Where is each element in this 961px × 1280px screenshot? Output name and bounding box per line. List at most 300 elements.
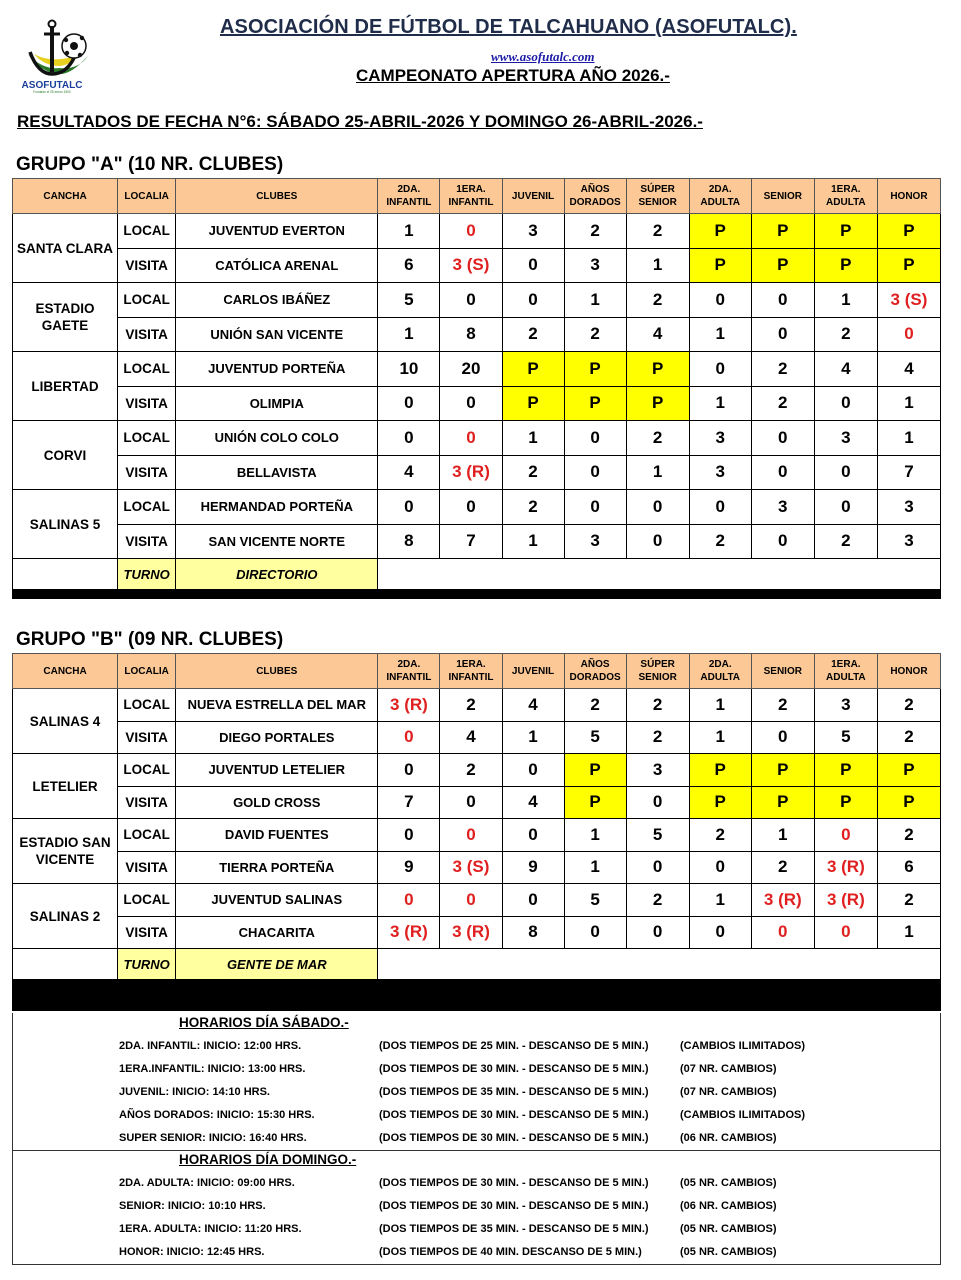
schedule-changes: (CAMBIOS ILIMITADOS)	[680, 1040, 806, 1052]
group-a-title: GRUPO "A" (10 NR. CLUBES)	[16, 154, 284, 175]
score-cell: 0	[626, 786, 689, 819]
score-cell: 1	[564, 851, 626, 884]
score-cell: 2	[877, 884, 940, 917]
score-cell: 1	[378, 317, 440, 352]
score-cell: 1	[564, 819, 626, 852]
score-cell: 2	[626, 283, 689, 318]
score-cell: 0	[502, 819, 564, 852]
score-cell: 0	[877, 317, 940, 352]
score-cell: 1	[877, 421, 940, 456]
schedule-changes: (07 NR. CAMBIOS)	[680, 1063, 777, 1075]
score-cell: 0	[689, 916, 751, 949]
turno-value: GENTE DE MAR	[176, 949, 378, 980]
group-b-title: GRUPO "B" (09 NR. CLUBES)	[16, 629, 284, 650]
match-row	[13, 214, 941, 249]
score-cell: 3	[689, 421, 751, 456]
club-cell: UNIÓN SAN VICENTE	[176, 317, 378, 352]
score-cell: 0	[440, 490, 502, 525]
score-cell: 2	[689, 819, 751, 852]
schedule-divider	[12, 1150, 941, 1151]
column-header: 1ERA. INFANTIL	[440, 654, 502, 689]
schedule-category: 1ERA.INFANTIL: INICIO: 13:00 HRS.	[119, 1063, 306, 1075]
score-cell: 2	[564, 317, 626, 352]
match-row	[13, 721, 941, 754]
pending-score-cell: P	[751, 754, 814, 787]
black-bar	[13, 980, 941, 1011]
score-cell: 0	[378, 490, 440, 525]
score-cell: 1	[502, 721, 564, 754]
black-separator-bar	[13, 590, 941, 599]
group-b-results-table	[12, 653, 941, 1011]
score-cell: 3 (S)	[440, 851, 502, 884]
pending-score-cell: P	[814, 214, 877, 249]
score-cell: 8	[378, 524, 440, 559]
score-cell: 0	[378, 819, 440, 852]
club-cell: DIEGO PORTALES	[176, 721, 378, 754]
score-cell: 0	[440, 819, 502, 852]
score-cell: 3 (R)	[751, 884, 814, 917]
score-cell: 0	[751, 317, 814, 352]
black-bar	[13, 590, 941, 599]
pending-score-cell: P	[751, 248, 814, 283]
score-cell: 1	[378, 214, 440, 249]
match-row	[13, 455, 941, 490]
score-cell: 4	[877, 352, 940, 387]
score-cell: 2	[689, 524, 751, 559]
score-cell: 1	[689, 884, 751, 917]
pending-score-cell: P	[689, 214, 751, 249]
pending-score-cell: P	[689, 786, 751, 819]
pending-score-cell: P	[626, 352, 689, 387]
club-cell: BELLAVISTA	[176, 455, 378, 490]
score-cell: 0	[751, 721, 814, 754]
localia-cell: VISITA	[118, 248, 176, 283]
localia-cell: LOCAL	[118, 754, 176, 787]
score-cell: 2	[502, 455, 564, 490]
club-cell: UNIÓN COLO COLO	[176, 421, 378, 456]
score-cell: 3 (R)	[378, 689, 440, 722]
column-header: AÑOS DORADOS	[564, 179, 626, 214]
pending-score-cell: P	[502, 352, 564, 387]
localia-cell: VISITA	[118, 721, 176, 754]
score-cell: 2	[626, 214, 689, 249]
score-cell: 0	[626, 851, 689, 884]
cancha-cell: CORVI	[13, 421, 118, 490]
pending-score-cell: P	[751, 214, 814, 249]
score-cell: 0	[378, 386, 440, 421]
empty-cell	[378, 559, 941, 590]
column-header: SÚPER SENIOR	[626, 179, 689, 214]
localia-cell: VISITA	[118, 386, 176, 421]
score-cell: 5	[378, 283, 440, 318]
score-cell: 4	[440, 721, 502, 754]
pending-score-cell: P	[564, 386, 626, 421]
score-cell: 2	[751, 386, 814, 421]
score-cell: 2	[814, 524, 877, 559]
score-cell: 2	[440, 689, 502, 722]
schedule-changes: (05 NR. CAMBIOS)	[680, 1246, 777, 1258]
score-cell: 10	[378, 352, 440, 387]
score-cell: 0	[378, 884, 440, 917]
localia-cell: VISITA	[118, 916, 176, 949]
cancha-cell: ESTADIO GAETE	[13, 283, 118, 352]
schedule-duration: (DOS TIEMPOS DE 25 MIN. - DESCANSO DE 5 MIN.)	[379, 1040, 649, 1052]
localia-cell: LOCAL	[118, 421, 176, 456]
column-header: 2DA. INFANTIL	[378, 179, 440, 214]
score-cell: 1	[689, 689, 751, 722]
score-cell: 0	[689, 851, 751, 884]
match-row	[13, 283, 941, 318]
score-cell: 1	[626, 455, 689, 490]
pending-score-cell: P	[626, 386, 689, 421]
score-cell: 0	[564, 455, 626, 490]
empty-cell	[13, 559, 118, 590]
score-cell: 0	[502, 754, 564, 787]
club-cell: CATÓLICA ARENAL	[176, 248, 378, 283]
score-cell: 0	[378, 721, 440, 754]
match-row	[13, 352, 941, 387]
score-cell: 2	[626, 689, 689, 722]
score-cell: 0	[626, 524, 689, 559]
match-row	[13, 819, 941, 852]
score-cell: 3 (R)	[440, 455, 502, 490]
score-cell: 2	[626, 421, 689, 456]
sunday-schedule-title: HORARIOS DÍA DOMINGO.-	[179, 1152, 357, 1167]
logo-text: ASOFUTALC	[22, 80, 83, 91]
score-cell: 0	[440, 786, 502, 819]
cancha-cell: ESTADIO SAN VICENTE	[13, 819, 118, 884]
schedule-changes: (06 NR. CAMBIOS)	[680, 1132, 777, 1144]
localia-cell: VISITA	[118, 317, 176, 352]
score-cell: 7	[378, 786, 440, 819]
schedule-category: 2DA. ADULTA: INICIO: 09:00 HRS.	[119, 1177, 295, 1189]
score-cell: 0	[440, 386, 502, 421]
score-cell: 2	[751, 352, 814, 387]
score-cell: 3	[814, 421, 877, 456]
club-cell: GOLD CROSS	[176, 786, 378, 819]
score-cell: 0	[440, 884, 502, 917]
group-a-results-table	[12, 178, 941, 599]
score-cell: 3	[877, 490, 940, 525]
organization-title: ASOCIACIÓN DE FÚTBOL DE TALCAHUANO (ASOFUTALC).	[220, 16, 797, 38]
score-cell: 1	[689, 721, 751, 754]
anchor-ball-logo-icon	[22, 18, 98, 94]
score-cell: 1	[502, 524, 564, 559]
score-cell: 9	[502, 851, 564, 884]
pending-score-cell: P	[877, 786, 940, 819]
column-header: CLUBES	[176, 654, 378, 689]
score-cell: 4	[502, 786, 564, 819]
pending-score-cell: P	[814, 248, 877, 283]
score-cell: 2	[440, 754, 502, 787]
score-cell: 1	[751, 819, 814, 852]
score-cell: 4	[378, 455, 440, 490]
cancha-cell: LETELIER	[13, 754, 118, 819]
club-cell: JUVENTUD LETELIER	[176, 754, 378, 787]
club-cell: JUVENTUD SALINAS	[176, 884, 378, 917]
pending-score-cell: P	[814, 786, 877, 819]
pending-score-cell: P	[564, 786, 626, 819]
score-cell: 3	[626, 754, 689, 787]
results-title: RESULTADOS DE FECHA N°6: SÁBADO 25-ABRIL-2026 Y DOMINGO 26-ABRIL-2026.-	[17, 112, 703, 131]
pending-score-cell: P	[502, 386, 564, 421]
schedule-changes: (06 NR. CAMBIOS)	[680, 1200, 777, 1212]
pending-score-cell: P	[877, 214, 940, 249]
column-header: 2DA. ADULTA	[689, 179, 751, 214]
pending-score-cell: P	[814, 754, 877, 787]
score-cell: 3	[689, 455, 751, 490]
score-cell: 3 (R)	[814, 884, 877, 917]
pending-score-cell: P	[689, 248, 751, 283]
score-cell: 0	[751, 283, 814, 318]
match-row	[13, 689, 941, 722]
score-cell: 1	[564, 283, 626, 318]
localia-cell: LOCAL	[118, 689, 176, 722]
score-cell: 8	[502, 916, 564, 949]
score-cell: 7	[440, 524, 502, 559]
score-cell: 4	[626, 317, 689, 352]
score-cell: 3	[814, 689, 877, 722]
championship-title: CAMPEONATO APERTURA AÑO 2026.-	[356, 66, 670, 85]
score-cell: 6	[877, 851, 940, 884]
column-header: JUVENIL	[502, 179, 564, 214]
schedule-duration: (DOS TIEMPOS DE 30 MIN. - DESCANSO DE 5 MIN.)	[379, 1132, 649, 1144]
score-cell: 2	[751, 689, 814, 722]
pending-score-cell: P	[877, 248, 940, 283]
column-header: CANCHA	[13, 179, 118, 214]
club-cell: DAVID FUENTES	[176, 819, 378, 852]
asofutalc-logo	[22, 18, 98, 94]
localia-cell: LOCAL	[118, 884, 176, 917]
match-row	[13, 754, 941, 787]
schedule-duration: (DOS TIEMPOS DE 30 MIN. - DESCANSO DE 5 MIN.)	[379, 1063, 649, 1075]
localia-cell: LOCAL	[118, 819, 176, 852]
pending-score-cell: P	[564, 352, 626, 387]
localia-cell: VISITA	[118, 786, 176, 819]
club-cell: SAN VICENTE NORTE	[176, 524, 378, 559]
club-cell: JUVENTUD EVERTON	[176, 214, 378, 249]
score-cell: 5	[564, 721, 626, 754]
turno-row	[13, 949, 941, 980]
localia-cell: LOCAL	[118, 490, 176, 525]
score-cell: 0	[751, 421, 814, 456]
club-cell: TIERRA PORTEÑA	[176, 851, 378, 884]
score-cell: 5	[564, 884, 626, 917]
score-cell: 0	[378, 754, 440, 787]
schedule-category: 2DA. INFANTIL: INICIO: 12:00 HRS.	[119, 1040, 302, 1052]
score-cell: 8	[440, 317, 502, 352]
schedule-category: SUPER SENIOR: INICIO: 16:40 HRS.	[119, 1132, 307, 1144]
score-cell: 0	[564, 916, 626, 949]
cancha-cell: SALINAS 5	[13, 490, 118, 559]
score-cell: 0	[689, 283, 751, 318]
score-cell: 5	[626, 819, 689, 852]
score-cell: 1	[689, 386, 751, 421]
score-cell: 0	[814, 455, 877, 490]
schedule-duration: (DOS TIEMPOS DE 35 MIN. - DESCANSO DE 5 MIN.)	[379, 1223, 649, 1235]
schedule-category: SENIOR: INICIO: 10:10 HRS.	[119, 1200, 266, 1212]
score-cell: 0	[502, 283, 564, 318]
table-header-row	[13, 654, 941, 689]
column-header: LOCALIA	[118, 654, 176, 689]
score-cell: 4	[814, 352, 877, 387]
club-cell: JUVENTUD PORTEÑA	[176, 352, 378, 387]
score-cell: 4	[502, 689, 564, 722]
schedule-duration: (DOS TIEMPOS DE 35 MIN. - DESCANSO DE 5 MIN.)	[379, 1086, 649, 1098]
score-cell: 9	[378, 851, 440, 884]
localia-cell: LOCAL	[118, 214, 176, 249]
column-header: LOCALIA	[118, 179, 176, 214]
club-cell: OLIMPIA	[176, 386, 378, 421]
score-cell: 0	[502, 884, 564, 917]
score-cell: 0	[751, 524, 814, 559]
score-cell: 20	[440, 352, 502, 387]
pending-score-cell: P	[877, 754, 940, 787]
match-row	[13, 851, 941, 884]
match-row	[13, 524, 941, 559]
score-cell: 3 (R)	[440, 916, 502, 949]
cancha-cell: SALINAS 2	[13, 884, 118, 949]
score-cell: 0	[626, 916, 689, 949]
score-cell: 2	[751, 851, 814, 884]
score-cell: 0	[751, 916, 814, 949]
score-cell: 2	[626, 721, 689, 754]
score-cell: 3 (S)	[440, 248, 502, 283]
website-link[interactable]: www.asofutalc.com	[491, 49, 595, 64]
match-row	[13, 786, 941, 819]
schedule-changes: (07 NR. CAMBIOS)	[680, 1086, 777, 1098]
cancha-cell: SANTA CLARA	[13, 214, 118, 283]
match-row	[13, 248, 941, 283]
score-cell: 2	[564, 214, 626, 249]
score-cell: 2	[502, 317, 564, 352]
score-cell: 0	[814, 916, 877, 949]
column-header: HONOR	[877, 654, 940, 689]
score-cell: 1	[626, 248, 689, 283]
score-cell: 0	[814, 819, 877, 852]
score-cell: 0	[626, 490, 689, 525]
club-cell: HERMANDAD PORTEÑA	[176, 490, 378, 525]
score-cell: 0	[689, 352, 751, 387]
saturday-schedule-title: HORARIOS DÍA SÁBADO.-	[179, 1015, 349, 1030]
column-header: CLUBES	[176, 179, 378, 214]
empty-cell	[378, 949, 941, 980]
schedule-category: AÑOS DORADOS: INICIO: 15:30 HRS.	[119, 1109, 315, 1121]
column-header: 1ERA. ADULTA	[814, 179, 877, 214]
score-cell: 7	[877, 455, 940, 490]
cancha-cell: LIBERTAD	[13, 352, 118, 421]
score-cell: 0	[564, 421, 626, 456]
schedule-changes: (05 NR. CAMBIOS)	[680, 1177, 777, 1189]
match-row	[13, 386, 941, 421]
score-cell: 2	[564, 689, 626, 722]
schedule-duration: (DOS TIEMPOS DE 30 MIN. - DESCANSO DE 5 MIN.)	[379, 1109, 649, 1121]
pending-score-cell: P	[751, 786, 814, 819]
turno-row	[13, 559, 941, 590]
score-cell: 3	[564, 524, 626, 559]
column-header: CANCHA	[13, 654, 118, 689]
match-row	[13, 884, 941, 917]
schedule-duration: (DOS TIEMPOS DE 40 MIN. DESCANSO DE 5 MIN.)	[379, 1246, 642, 1258]
turno-value: DIRECTORIO	[176, 559, 378, 590]
match-row	[13, 421, 941, 456]
logo-subtext: Fundado el 05 enero 1900	[33, 90, 71, 94]
score-cell: 0	[751, 455, 814, 490]
schedule-changes: (CAMBIOS ILIMITADOS)	[680, 1109, 806, 1121]
score-cell: 2	[626, 884, 689, 917]
score-cell: 0	[689, 490, 751, 525]
score-cell: 3 (S)	[877, 283, 940, 318]
schedule-duration: (DOS TIEMPOS DE 30 MIN. - DESCANSO DE 5 MIN.)	[379, 1200, 649, 1212]
column-header: SENIOR	[751, 179, 814, 214]
localia-cell: VISITA	[118, 455, 176, 490]
score-cell: 1	[689, 317, 751, 352]
score-cell: 2	[877, 819, 940, 852]
turno-label: TURNO	[118, 559, 176, 590]
schedule-duration: (DOS TIEMPOS DE 30 MIN. - DESCANSO DE 5 MIN.)	[379, 1177, 649, 1189]
score-cell: 1	[877, 386, 940, 421]
column-header: SENIOR	[751, 654, 814, 689]
score-cell: 1	[814, 283, 877, 318]
schedule-category: HONOR: INICIO: 12:45 HRS.	[119, 1246, 265, 1258]
score-cell: 0	[440, 421, 502, 456]
score-cell: 3 (R)	[378, 916, 440, 949]
club-cell: NUEVA ESTRELLA DEL MAR	[176, 689, 378, 722]
schedule-category: JUVENIL: INICIO: 14:10 HRS.	[119, 1086, 270, 1098]
score-cell: 2	[877, 689, 940, 722]
score-cell: 0	[814, 490, 877, 525]
column-header: 2DA. ADULTA	[689, 654, 751, 689]
localia-cell: LOCAL	[118, 352, 176, 387]
match-row	[13, 317, 941, 352]
empty-cell	[13, 949, 118, 980]
black-separator-bar	[13, 980, 941, 1011]
localia-cell: VISITA	[118, 524, 176, 559]
table-header-row	[13, 179, 941, 214]
score-cell: 2	[877, 721, 940, 754]
score-cell: 6	[378, 248, 440, 283]
club-cell: CARLOS IBÁÑEZ	[176, 283, 378, 318]
score-cell: 0	[502, 248, 564, 283]
score-cell: 3	[877, 524, 940, 559]
schedule-changes: (05 NR. CAMBIOS)	[680, 1223, 777, 1235]
schedule-category: 1ERA. ADULTA: INICIO: 11:20 HRS.	[119, 1223, 302, 1235]
match-row	[13, 490, 941, 525]
score-cell: 3 (R)	[814, 851, 877, 884]
score-cell: 0	[814, 386, 877, 421]
column-header: JUVENIL	[502, 654, 564, 689]
match-row	[13, 916, 941, 949]
score-cell: 2	[502, 490, 564, 525]
score-cell: 0	[440, 214, 502, 249]
score-cell: 3	[751, 490, 814, 525]
score-cell: 1	[502, 421, 564, 456]
column-header: HONOR	[877, 179, 940, 214]
score-cell: 2	[814, 317, 877, 352]
club-cell: CHACARITA	[176, 916, 378, 949]
score-cell: 5	[814, 721, 877, 754]
column-header: 1ERA. INFANTIL	[440, 179, 502, 214]
localia-cell: VISITA	[118, 851, 176, 884]
pending-score-cell: P	[689, 754, 751, 787]
localia-cell: LOCAL	[118, 283, 176, 318]
score-cell: 0	[564, 490, 626, 525]
score-cell: 3	[502, 214, 564, 249]
pending-score-cell: P	[564, 754, 626, 787]
column-header: SÚPER SENIOR	[626, 654, 689, 689]
score-cell: 0	[440, 283, 502, 318]
column-header: AÑOS DORADOS	[564, 654, 626, 689]
